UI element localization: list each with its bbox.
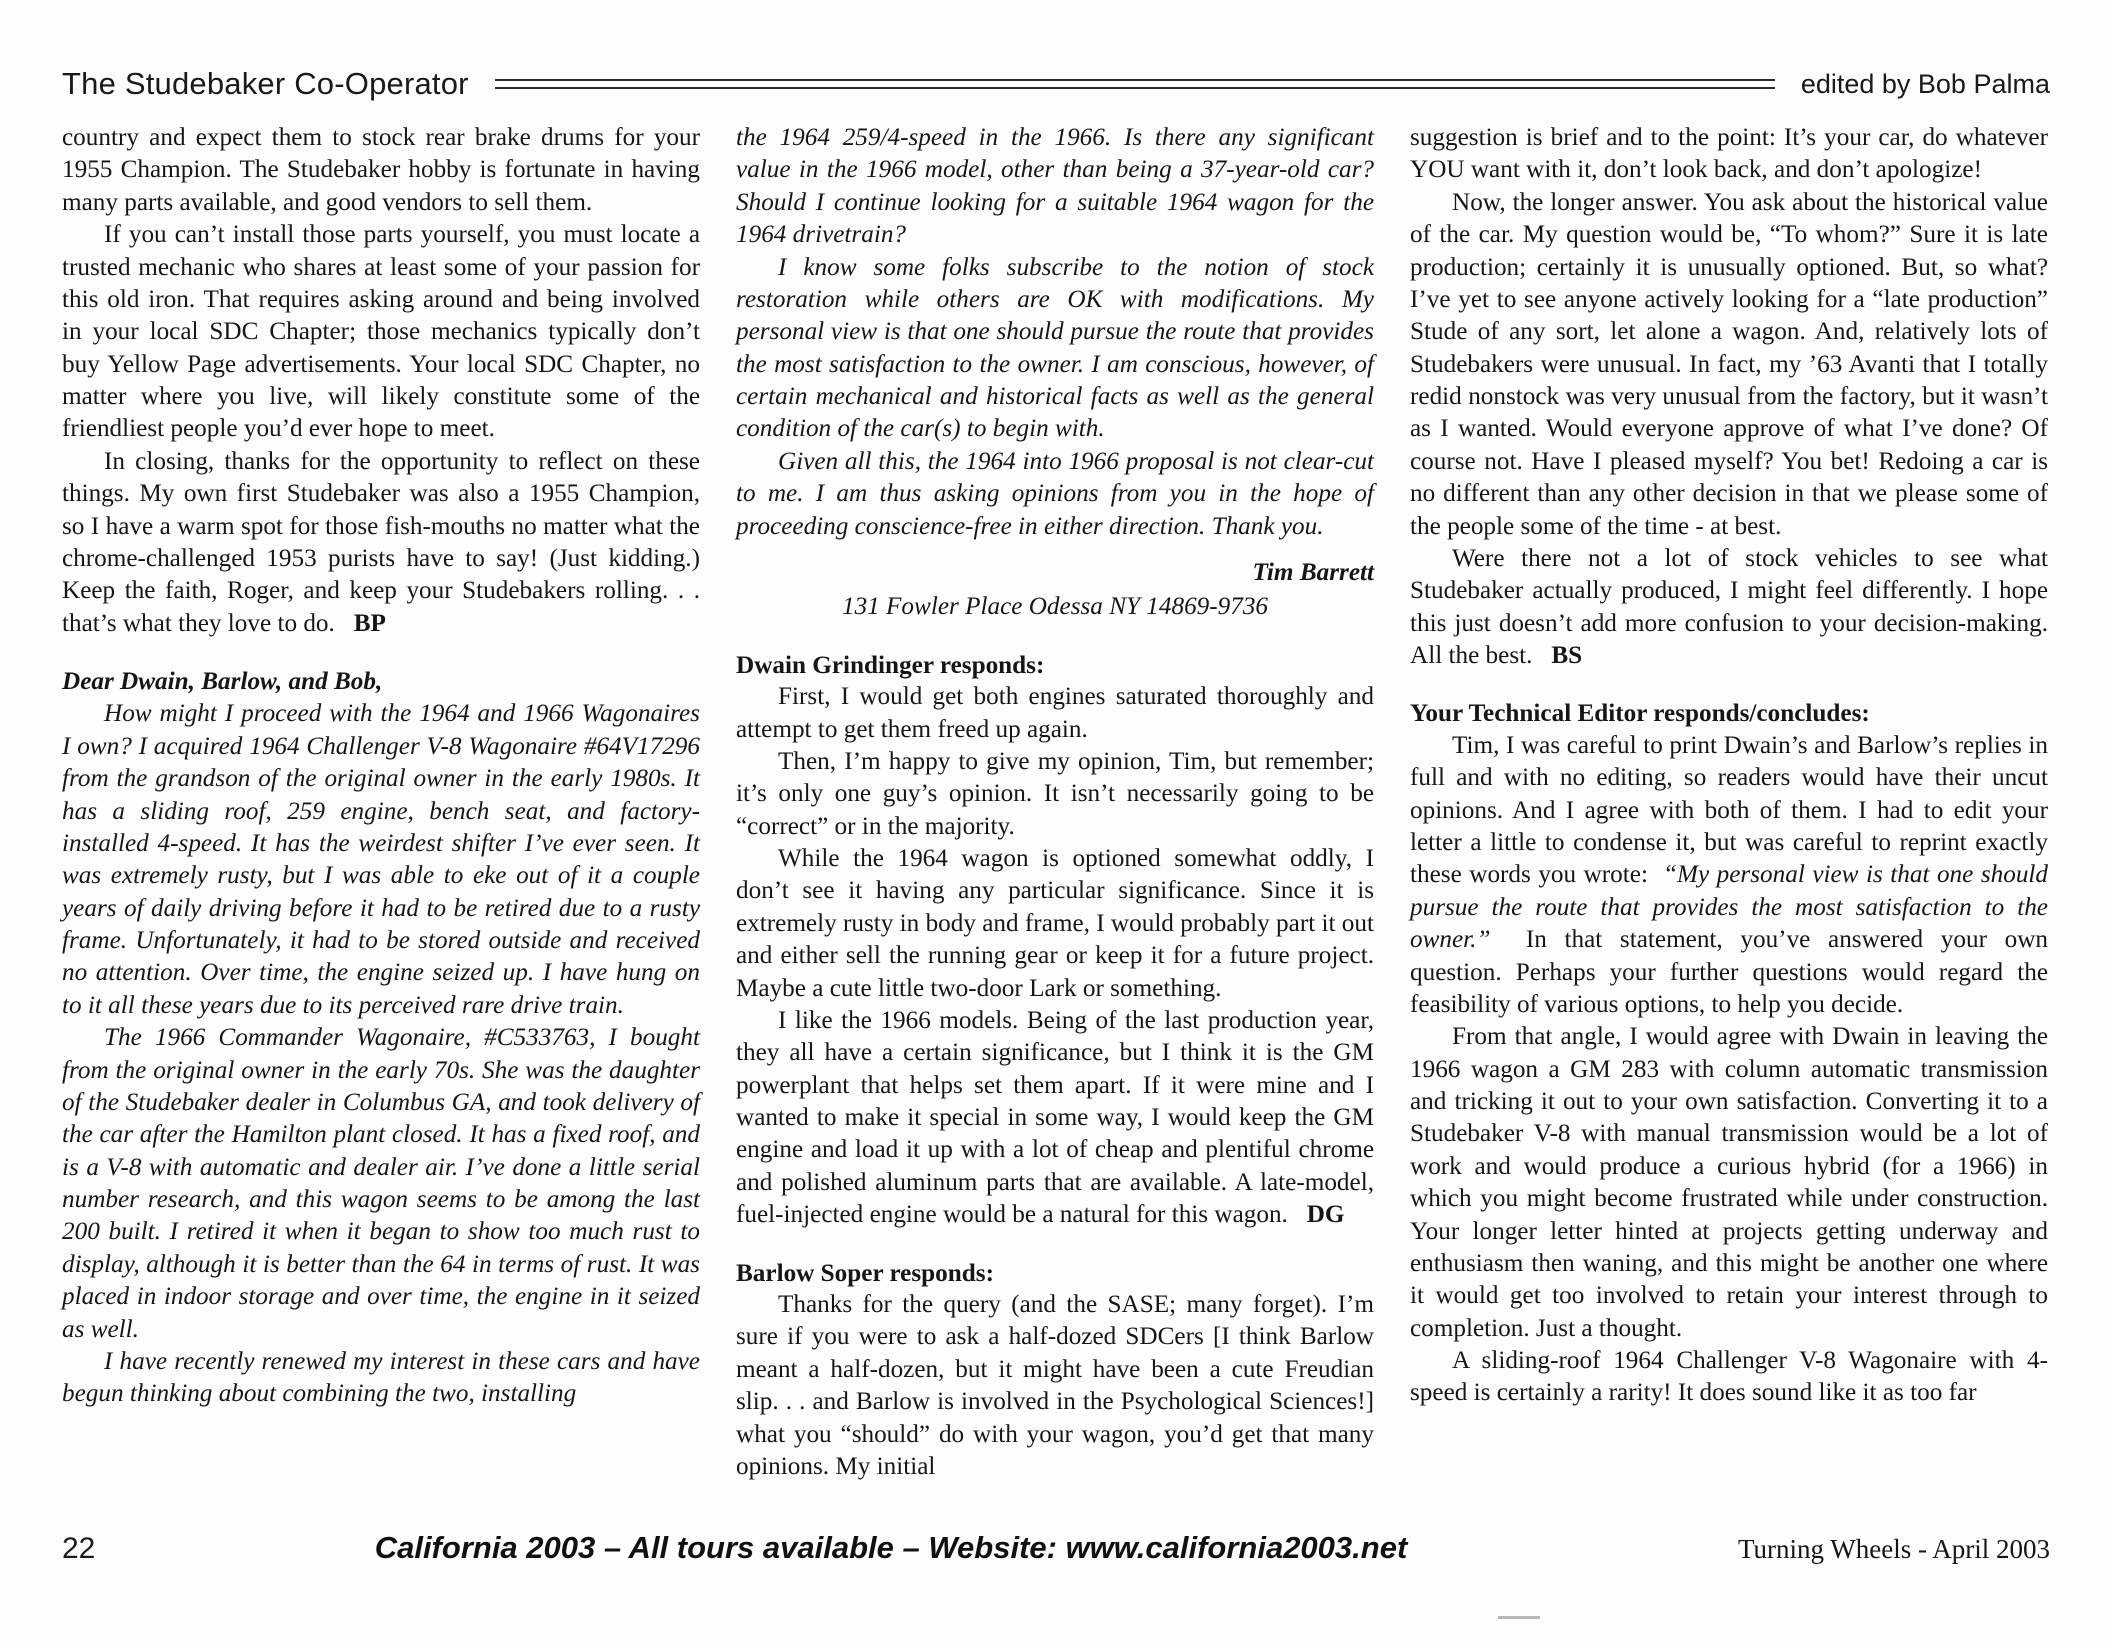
page-footer <box>62 1530 2050 1566</box>
paragraph <box>736 1005 1374 1232</box>
paragraph <box>1410 543 2048 673</box>
section-heading-dwain: Dwain Grindinger responds: <box>736 651 1045 679</box>
paragraph-text: I like the 1966 models. Being of the last production year, they all have a certain significance, but I think it is the GM powerplant that helps set them apart. If it were mine and I wanted to make it special in some way, I would keep the GM engine and load it up with a lot of cheap and plentiful chrome and polished aluminum parts that are available. A late-model, fuel-injected engine would be a natural for this wagon. <box>736 1006 1374 1229</box>
paragraph <box>1410 730 2048 1021</box>
paragraph <box>62 446 700 640</box>
quoted-text: “My personal view is that one should pursue the route that provides the most satisfaction to the owner.” <box>1410 861 2049 954</box>
paragraph-text: Were there not a lot of stock vehicles to see what Studebaker actually produced, I might feel differently. I hope this just doesn’t add more confusion to your decision-making. All the best. <box>1410 544 2048 669</box>
letter-signature: Tim Barrett <box>1252 558 1374 586</box>
signature-initials: BS <box>1551 642 1583 669</box>
paragraph: I have recently renewed my interest in these cars and have begun thinking about combining the two, installing <box>62 1347 700 1408</box>
paragraph: Now, the longer answer. You ask about the historical value of the car. My question would be, “To whom?” Sure it is late production; certainly it is unusually optioned. But, so what? I’ve yet to see anyone actively looking for a “late production” Stude of any sort, let alone a wagon. And, relatively lots of Studebakers were unusual. In fact, my ’63 Avanti that I totally redid nonstock was very unusual from the factory, but it wasn’t as I wanted. Would everyone approve of what I’ve done? Of course not. Have I pleased myself? You bet! Redoing a car is no different than any other decision in that we please some of the people some of the time - at best. <box>1410 188 2048 540</box>
article-columns <box>62 122 2050 1502</box>
page-number: 22 <box>62 1532 96 1565</box>
paragraph: country and expect them to stock rear brake drums for your 1955 Champion. The Studebaker hobby is fortunate in having many parts available, and good vendors to sell them. <box>62 124 700 216</box>
paragraph: the 1964 259/4-speed in the 1966. Is there any significant value in the 1966 model, other than being a 37-year-old car? Should I continue looking for a suitable 1964 wagon for the 1964 drivetrain? <box>736 124 1374 249</box>
page-header <box>62 62 2050 106</box>
paragraph: suggestion is brief and to the point: It’s your car, do whatever YOU want with it, don’t look back, and don’t apologize! <box>1410 124 2048 184</box>
paragraph: A sliding-roof 1964 Challenger V-8 Wagonaire with 4-speed is certainly a rarity! It does sound like it as too far <box>1410 1347 2048 1407</box>
column-middle <box>736 122 1374 1502</box>
letter-salutation: Dear Dwain, Barlow, and Bob, <box>62 668 383 695</box>
paragraph: The 1966 Commander Wagonaire, #C533763, I bought from the original owner in the early 70s. She was the daughter of the Studebaker dealer in Columbus GA, and took delivery of the car after the Hamilton plant closed. It has a fixed roof, and is a V-8 with automatic and dealer air. I’ve done a little serial number research, and this wagon seems to be among the last 200 built. I retired it when it began to show too much rust to display, although it is better than the 64 in terms of rust. It was placed in indoor storage and over time, the engine in it seized as well. <box>62 1024 700 1343</box>
section-heading-barlow: Barlow Soper responds: <box>736 1259 994 1287</box>
paragraph: First, I would get both engines saturated thoroughly and attempt to get them freed up again. <box>736 683 1374 743</box>
paragraph: Thanks for the query (and the SASE; many forget). I’m sure if you were to ask a half-dozed SDCers [I think Barlow meant a half-dozen, but it might have been a cute Freudian slip. . . and Barlow is involved in the Psychological Sciences!] what you “should” do with your wagon, you’d get that many opinions. My initial <box>736 1291 1374 1480</box>
paragraph: From that angle, I would agree with Dwain in leaving the 1966 wagon a GM 283 with column automatic transmission and tricking it out to your own satisfaction. Converting it to a Studebaker V-8 with manual transmission would be a lot of work and would produce a curious hybrid (for a 1966) in which you might become frustrated while under construction. Your longer letter hinted at projects getting underway and enthusiasm then waning, and this might be another one where it would get too involved to retain your interest through to completion. Just a thought. <box>1410 1023 2048 1342</box>
section-heading-technical-editor: Your Technical Editor responds/concludes: <box>1410 700 1870 728</box>
paragraph: How might I proceed with the 1964 and 1966 Wagonaires I own? I acquired 1964 Challenger V-8 Wagonaire #64V17296 from the grandson of the original owner in the early 1980s. It has a sliding roof, 259 engine, bench seat, and factory-installed 4-speed. It has the weirdest shifter I’ve ever seen. It was extremely rusty, but I was able to eke out of it a couple years of daily driving before it had to be retired due to a rusty frame. Unfortunately, it had to be stored outside and received no attention. Over time, the engine seized up. I have hung on to it all these years due to its perceived rare drive train. <box>62 700 700 1019</box>
letter-address: 131 Fowler Place Odessa NY 14869-9736 <box>841 593 1269 621</box>
paragraph: If you can’t install those parts yourself, you must locate a trusted mechanic who shares at least some of your passion for this old iron. That requires asking around and being involved in your local SDC Chapter; those mechanics typically don’t buy Yellow Page advertisements. Your local SDC Chapter, no matter where you live, will likely constitute some of the friendliest people you’d ever hope to meet. <box>62 221 700 443</box>
paragraph-text: In that statement, you’ve answered your own question. Perhaps your further questions would regard the feasibility of various options, to help you decide. <box>1410 926 2048 1018</box>
paragraph: While the 1964 wagon is optioned somewhat oddly, I don’t see it having any particular significance. Since it is extremely rusty in body and frame, I would probably part it out and either sell the running gear or keep it for a future project. Maybe a cute little two-door Lark or something. <box>736 845 1374 1002</box>
signature-initials: DG <box>1306 1201 1345 1229</box>
column-right <box>1410 122 2048 1502</box>
header-double-rule <box>495 77 1775 91</box>
paragraph: Given all this, the 1964 into 1966 proposal is not clear-cut to me. I am thus asking opinions from you in the hope of proceeding conscience-free in either direction. Thank you. <box>736 447 1374 540</box>
paragraph-text: In closing, thanks for the opportunity to reflect on these things. My own first Studebaker was also a 1955 Champion, so I have a warm spot for those fish-mouths no matter what the chrome-challenged 1953 purists have to say! (Just kidding.) Keep the faith, Roger, and keep your Studebakers rolling. . . that’s what they love to do. <box>62 447 700 637</box>
signature-initials: BP <box>353 609 386 637</box>
publication-credit: Turning Wheels - April 2003 <box>1737 1534 2050 1564</box>
scan-artifact <box>1498 1616 1540 1619</box>
column-title: The Studebaker Co-Operator <box>62 66 469 101</box>
paragraph-text: Tim, I was careful to print Dwain’s and Barlow’s replies in full and with no editing, so readers would have their uncut opinions. And I agree with both of them. I had to edit your letter a little to condense it, but was careful to reprint exactly these words you wrote: <box>1410 731 2048 889</box>
paragraph: I know some folks subscribe to the notion of stock restoration while others are OK with modifications. My personal view is that one should pursue the route that provides the most satisfaction to the owner. I am conscious, however, of certain mechanical and historical facts as well as the general condition of the car(s) to begin with. <box>736 253 1374 443</box>
header-editor-credit: edited by Bob Palma <box>1800 68 2050 99</box>
column-left <box>62 122 700 1502</box>
footer-advertisement: California 2003 – All tours available – Website: www.california2003.net <box>374 1530 1408 1565</box>
paragraph: Then, I’m happy to give my opinion, Tim, but remember; it’s only one guy’s opinion. It isn’t necessarily going to be “correct” or in the majority. <box>736 747 1374 840</box>
